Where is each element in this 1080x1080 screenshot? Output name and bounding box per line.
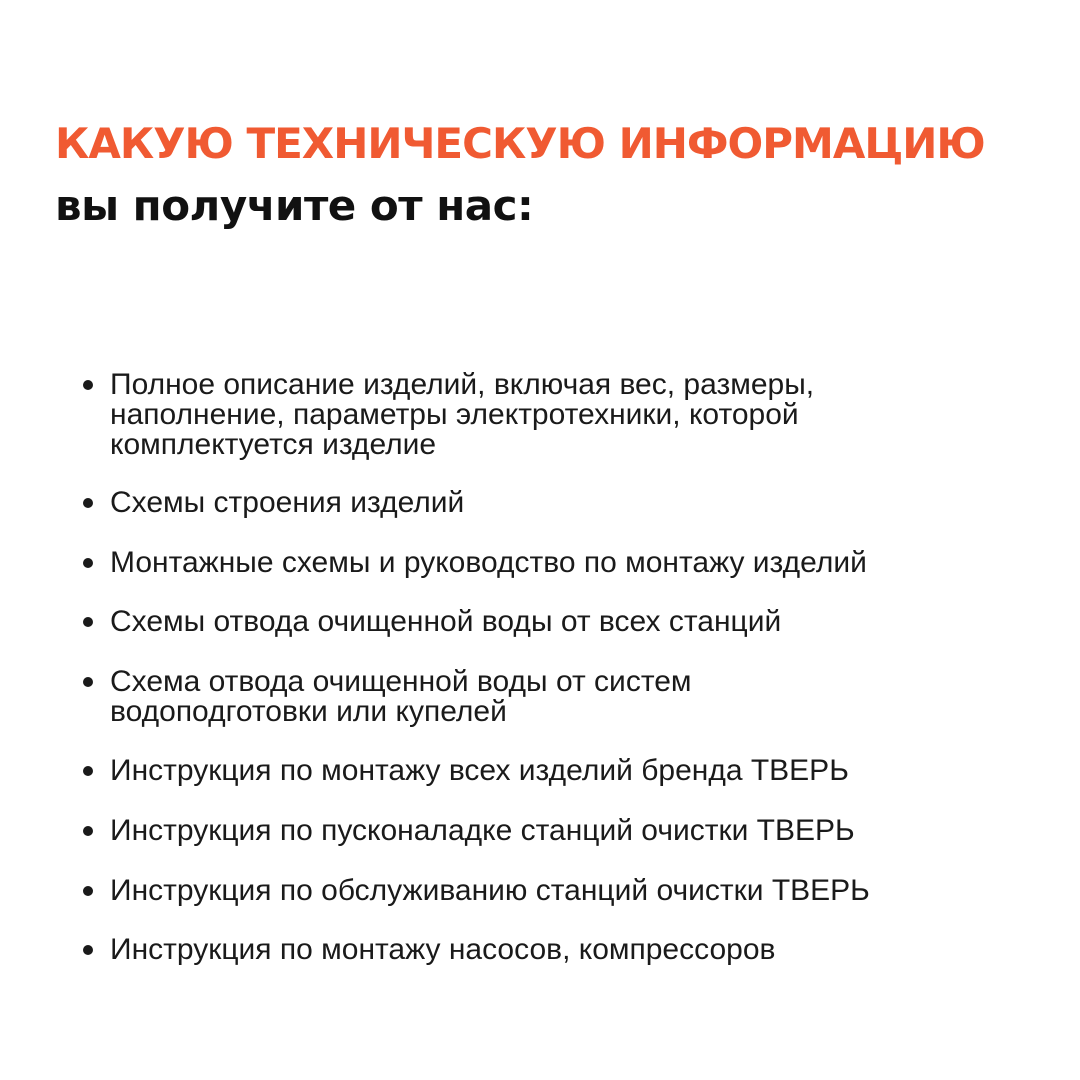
bullet-icon [83, 677, 93, 687]
list-item-text: Инструкция по монтажу насосов, компрессоров [110, 933, 776, 966]
bullet-icon [83, 558, 93, 568]
list-item-text: Инструкция по пусконаладке станций очистки ТВЕРЬ [110, 814, 855, 847]
list-item-text: Схемы отвода очищенной воды от всех станций [110, 605, 782, 638]
bullet-icon [83, 766, 93, 776]
page-subtitle: вы получите от нас: [55, 181, 534, 230]
bullet-icon [83, 886, 93, 896]
list-item-text: Инструкция по обслуживанию станций очистки ТВЕРЬ [110, 874, 870, 907]
bullet-icon [83, 498, 93, 508]
title-block [55, 112, 1055, 236]
bullet-icon [83, 380, 93, 390]
bullet-icon [83, 826, 93, 836]
list-item-text: Схемы строения изделий [110, 486, 465, 519]
list-item-text: Инструкция по монтажу всех изделий бренда ТВЕРЬ [110, 754, 849, 787]
list-item-text: Полное описание изделий, включая вес, размеры, наполнение, параметры электротехники, которой комплектуется изделие [110, 368, 815, 461]
list-item-text: Схема отвода очищенной воды от систем водоподготовки или купелей [110, 665, 692, 728]
bullet-icon [83, 617, 93, 627]
bullet-icon [83, 945, 93, 955]
list-item-text: Монтажные схемы и руководство по монтажу изделий [110, 546, 867, 579]
page-title: КАКУЮ ТЕХНИЧЕСКУЮ ИНФОРМАЦИЮ [55, 119, 985, 168]
